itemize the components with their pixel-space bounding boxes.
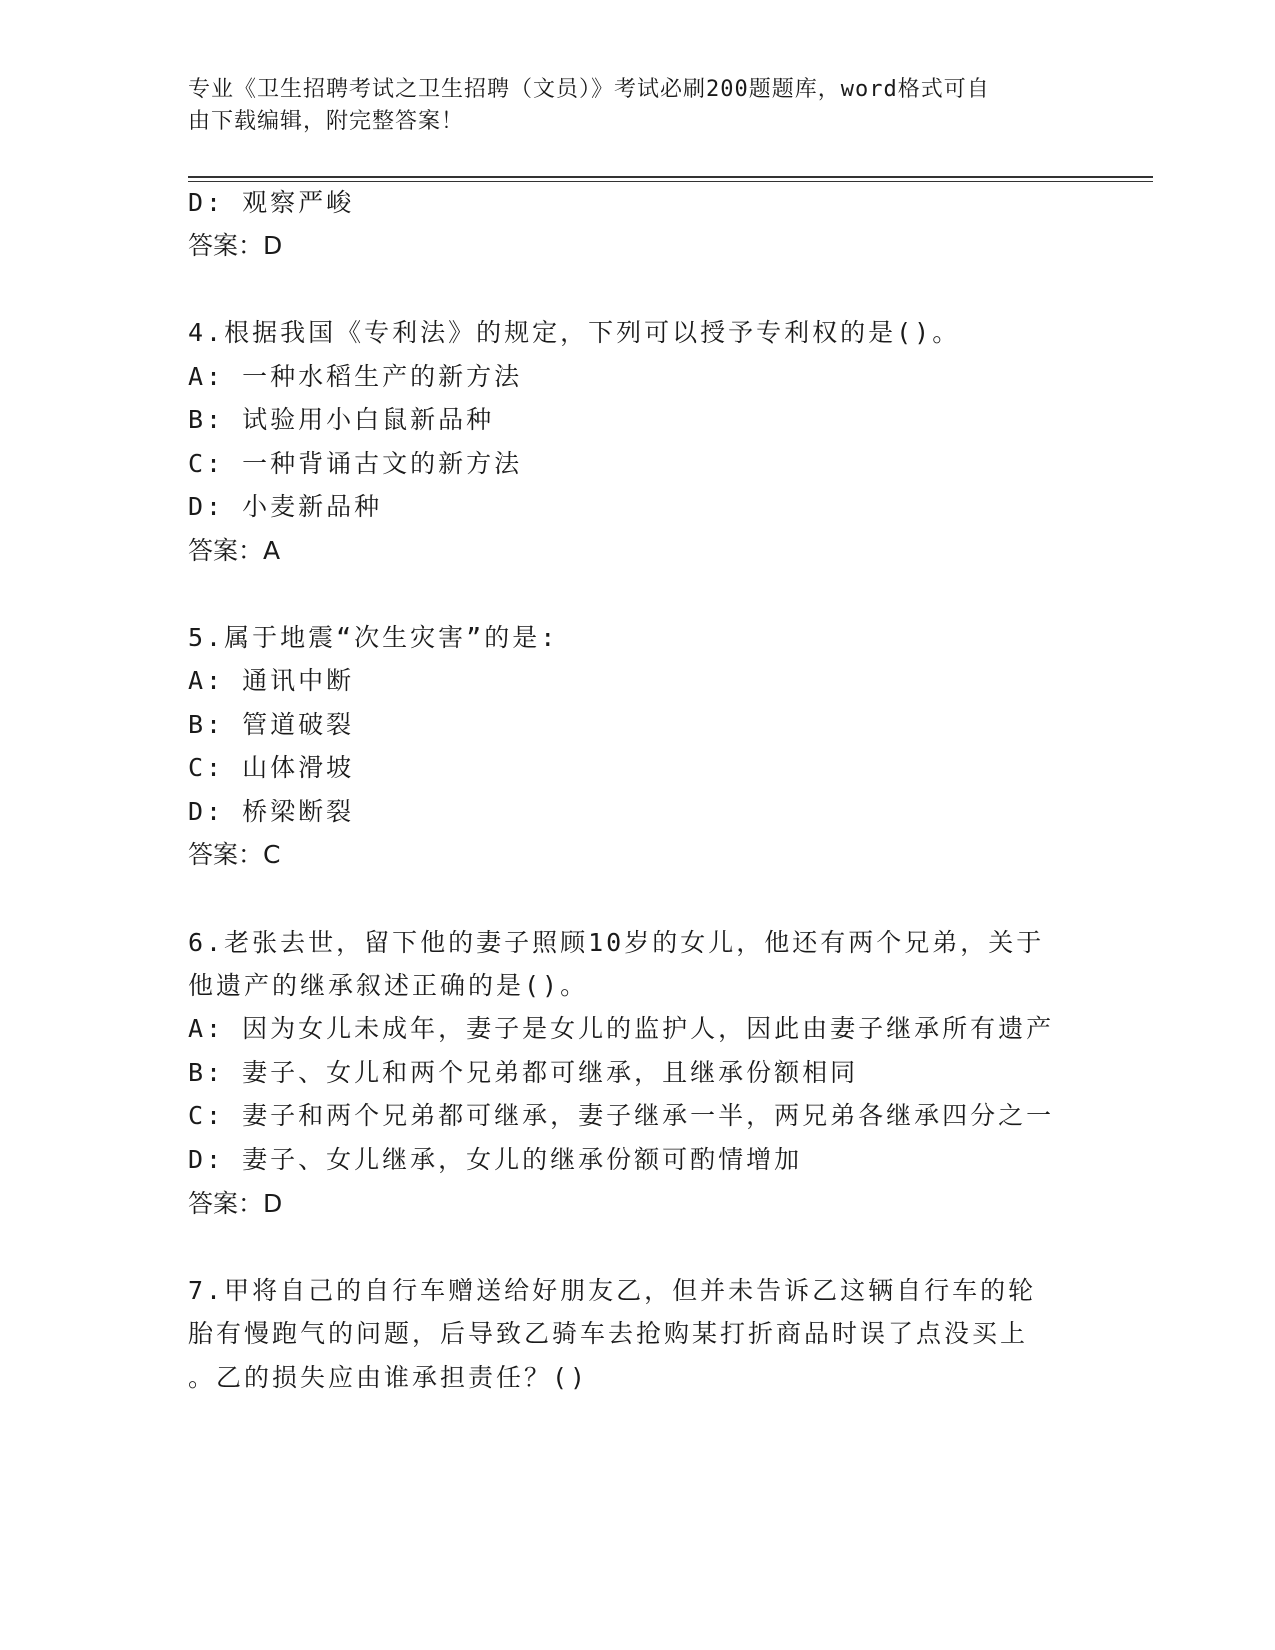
q4-option-a: A: 一种水稻生产的新方法: [188, 362, 523, 391]
q3-answer: 答案：D: [188, 231, 283, 260]
q4-answer: 答案：A: [188, 536, 281, 565]
document-header: [188, 74, 1068, 138]
q6-stem-line-1: 6.老张去世，留下他的妻子照顾10岁的女儿，他还有两个兄弟，关于: [188, 928, 1045, 957]
q7-stem-line-2: 胎有慢跑气的问题，后导致乙骑车去抢购某打折商品时误了点没买上: [188, 1319, 1029, 1348]
header-divider-thick: [188, 176, 1153, 178]
q6-stem-line-2: 他遗产的继承叙述正确的是()。: [188, 971, 589, 1000]
q4-option-c: C: 一种背诵古文的新方法: [188, 449, 523, 478]
q6-option-d: D: 妻子、女儿继承，女儿的继承份额可酌情增加: [188, 1145, 803, 1174]
q7-stem-line-1: 7.甲将自己的自行车赠送给好朋友乙，但并未告诉乙这辆自行车的轮: [188, 1276, 1037, 1305]
q6-answer: 答案：D: [188, 1189, 283, 1218]
header-line-1: 专业《卫生招聘考试之卫生招聘（文员）》考试必刷200题题库，word格式可自: [188, 77, 990, 102]
q5-option-b: B: 管道破裂: [188, 710, 355, 739]
q7-stem-line-3: 。乙的损失应由谁承担责任？(): [188, 1363, 589, 1392]
q5-option-a: A: 通讯中断: [188, 666, 355, 695]
header-line-2: 由下载编辑，附完整答案！: [188, 109, 465, 134]
q4-option-b: B: 试验用小白鼠新品种: [188, 405, 495, 434]
q6-option-a: A: 因为女儿未成年，妻子是女儿的监护人，因此由妻子继承所有遗产: [188, 1014, 1055, 1043]
q5-answer: 答案：C: [188, 840, 281, 869]
header-divider-thin: [188, 181, 1153, 182]
q6-option-b: B: 妻子、女儿和两个兄弟都可继承，且继承份额相同: [188, 1058, 859, 1087]
q5-option-c: C: 山体滑坡: [188, 753, 355, 782]
q5-option-d: D: 桥梁断裂: [188, 797, 355, 826]
q5-stem: 5.属于地震“次生灾害”的是:: [188, 623, 559, 652]
q3-option-d: D: 观察严峻: [188, 188, 355, 217]
q4-option-d: D: 小麦新品种: [188, 492, 383, 521]
q4-stem: 4.根据我国《专利法》的规定，下列可以授予专利权的是()。: [188, 318, 961, 347]
q6-option-c: C: 妻子和两个兄弟都可继承，妻子继承一半，两兄弟各继承四分之一: [188, 1101, 1055, 1130]
